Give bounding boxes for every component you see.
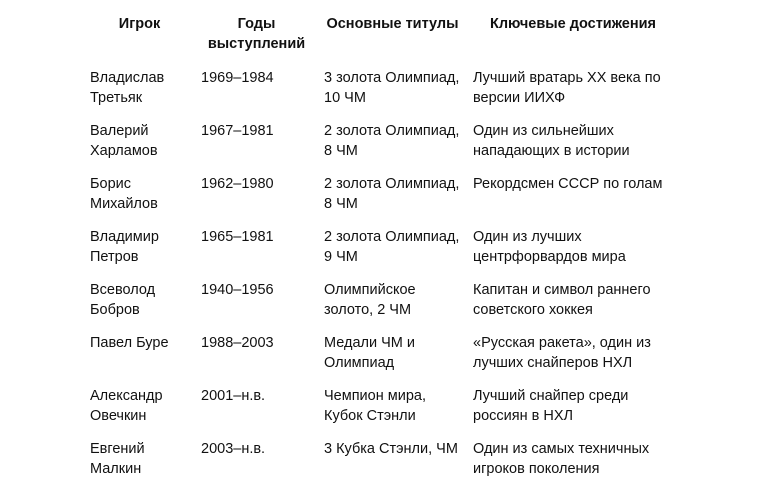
achievements-cell: Один из сильнейших нападающих в истории — [473, 123, 630, 159]
years-cell: 2001–н.в. — [201, 388, 266, 404]
years-cell: 1967–1981 — [201, 123, 274, 139]
titles-cell: 2 золота Олимпиад, 9 ЧМ — [324, 229, 460, 265]
titles-cell: 2 золота Олимпиад, 8 ЧМ — [324, 123, 460, 159]
titles-cell: Медали ЧМ и Олимпиад — [324, 335, 415, 371]
achievements-cell: Лучший вратарь XX века по версии ИИХФ — [473, 70, 661, 106]
header-achievements: Ключевые достижения — [490, 16, 656, 32]
achievements-cell: Рекордсмен СССР по голам — [473, 176, 663, 192]
table-row — [84, 274, 679, 327]
players-table — [84, 10, 679, 486]
years-cell: 1969–1984 — [201, 70, 274, 86]
titles-cell: 3 Кубка Стэнли, ЧМ — [324, 441, 458, 457]
player-name-cell: Борис Михайлов — [90, 176, 158, 212]
titles-cell: 2 золота Олимпиад, 8 ЧМ — [324, 176, 460, 212]
years-cell: 2003–н.в. — [201, 441, 266, 457]
years-cell: 1940–1956 — [201, 282, 274, 298]
header-player: Игрок — [118, 16, 161, 32]
table-row — [84, 327, 679, 380]
achievements-cell: Капитан и символ раннего советского хоккея — [473, 282, 651, 318]
achievements-cell: Один из самых техничных игроков поколения — [473, 441, 650, 477]
player-name-cell: Всеволод Бобров — [90, 282, 156, 318]
player-name-cell: Павел Буре — [90, 335, 169, 351]
header-years: Годы выступлений — [207, 16, 306, 52]
table-row — [84, 221, 679, 274]
player-name-cell: Валерий Харламов — [90, 123, 158, 159]
player-name-cell: Владислав Третьяк — [90, 70, 165, 106]
achievements-cell: Лучший снайпер среди россиян в НХЛ — [473, 388, 629, 424]
table-row — [84, 168, 679, 221]
table-body — [84, 62, 679, 486]
table-row — [84, 62, 679, 115]
header-titles: Основные титулы — [326, 16, 459, 32]
player-name-cell: Александр Овечкин — [90, 388, 163, 424]
table-header — [84, 10, 679, 62]
table-row — [84, 433, 679, 486]
player-name-cell: Евгений Малкин — [90, 441, 145, 477]
achievements-cell: «Русская ракета», один из лучших снайперов НХЛ — [473, 335, 651, 371]
titles-cell: Чемпион мира, Кубок Стэнли — [324, 388, 426, 424]
years-cell: 1965–1981 — [201, 229, 274, 245]
player-name-cell: Владимир Петров — [90, 229, 159, 265]
years-cell: 1988–2003 — [201, 335, 274, 351]
years-cell: 1962–1980 — [201, 176, 274, 192]
table-row — [84, 115, 679, 168]
table-row — [84, 380, 679, 433]
achievements-cell: Один из лучших центрфорвардов мира — [473, 229, 626, 265]
header-row — [84, 10, 679, 62]
titles-cell: Олимпийское золото, 2 ЧМ — [324, 282, 416, 318]
titles-cell: 3 золота Олимпиад, 10 ЧМ — [324, 70, 460, 106]
